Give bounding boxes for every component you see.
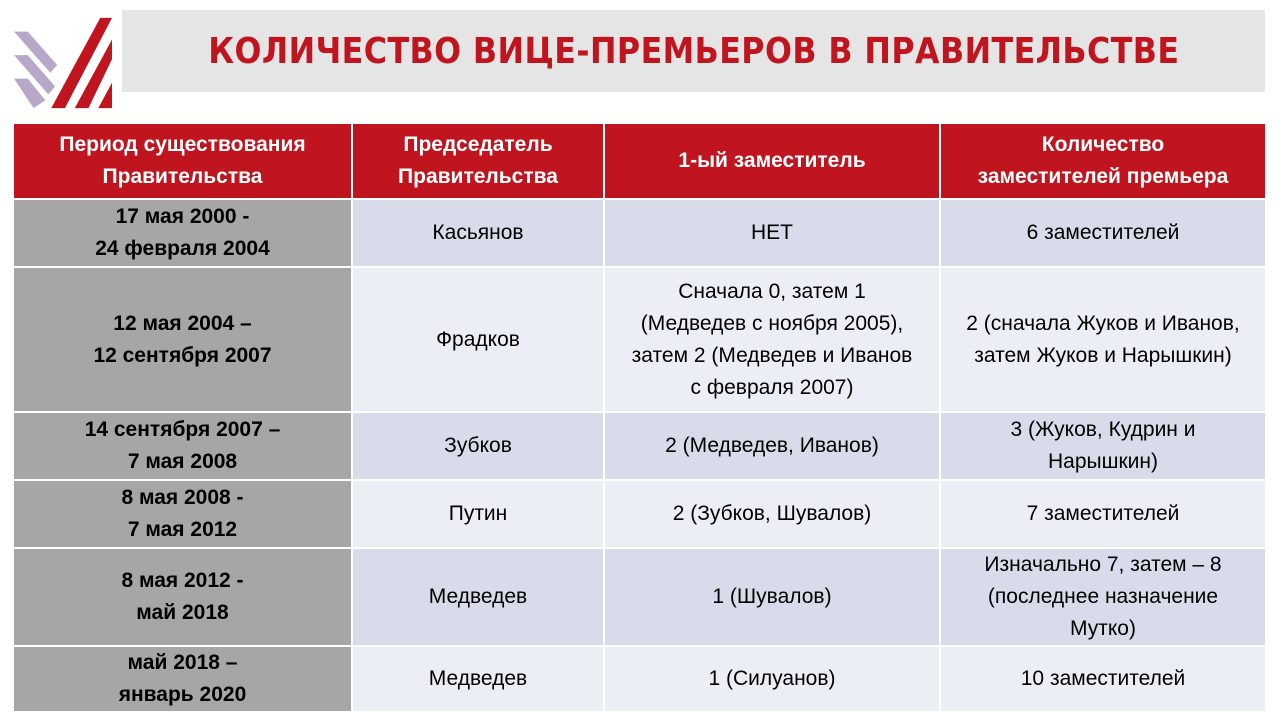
deputies-cell: 7 заместителей xyxy=(940,480,1266,548)
header-first-deputy: 1-ый заместитель xyxy=(604,123,940,199)
period-cell: 12 мая 2004 – 12 сентября 2007 xyxy=(13,267,352,412)
table-row xyxy=(13,548,1266,646)
chair-cell: Путин xyxy=(352,480,604,548)
period-cell: май 2018 – январь 2020 xyxy=(13,646,352,712)
period-cell: 17 мая 2000 - 24 февраля 2004 xyxy=(13,199,352,267)
title-bar xyxy=(122,10,1265,92)
header-period: Период существования Правительства xyxy=(13,123,352,199)
table-row xyxy=(13,199,1266,267)
deputies-cell: 10 заместителей xyxy=(940,646,1266,712)
chair-cell: Фрадков xyxy=(352,267,604,412)
chair-cell: Медведев xyxy=(352,646,604,712)
table-row xyxy=(13,267,1266,412)
logo-icon xyxy=(14,14,112,112)
first-deputy-cell: 1 (Силуанов) xyxy=(604,646,940,712)
period-cell: 8 мая 2012 - май 2018 xyxy=(13,548,352,646)
chair-cell: Медведев xyxy=(352,548,604,646)
chair-cell: Касьянов xyxy=(352,199,604,267)
first-deputy-cell: НЕТ xyxy=(604,199,940,267)
header-chair: Председатель Правительства xyxy=(352,123,604,199)
period-cell: 8 мая 2008 - 7 мая 2012 xyxy=(13,480,352,548)
period-cell: 14 сентября 2007 – 7 мая 2008 xyxy=(13,412,352,480)
first-deputy-cell: 2 (Зубков, Шувалов) xyxy=(604,480,940,548)
chair-cell: Зубков xyxy=(352,412,604,480)
table-row xyxy=(13,480,1266,548)
first-deputy-cell: 1 (Шувалов) xyxy=(604,548,940,646)
header-deputies: Количество заместителей премьера xyxy=(940,123,1266,199)
first-deputy-cell: Сначала 0, затем 1 (Медведев с ноября 2005), затем 2 (Медведев и Иванов с февраля 2007) xyxy=(604,267,940,412)
table-row xyxy=(13,646,1266,712)
deputies-cell: Изначально 7, затем – 8 (последнее назначение Мутко) xyxy=(940,548,1266,646)
deputies-cell: 3 (Жуков, Кудрин и Нарышкин) xyxy=(940,412,1266,480)
deputies-cell: 2 (сначала Жуков и Иванов, затем Жуков и Нарышкин) xyxy=(940,267,1266,412)
table-row xyxy=(13,412,1266,480)
page-title: КОЛИЧЕСТВО ВИЦЕ-ПРЕМЬЕРОВ В ПРАВИТЕЛЬСТВЕ xyxy=(207,30,1180,72)
deputies-cell: 6 заместителей xyxy=(940,199,1266,267)
vice-premiers-table xyxy=(12,122,1267,713)
table-header-row xyxy=(13,123,1266,199)
first-deputy-cell: 2 (Медведев, Иванов) xyxy=(604,412,940,480)
